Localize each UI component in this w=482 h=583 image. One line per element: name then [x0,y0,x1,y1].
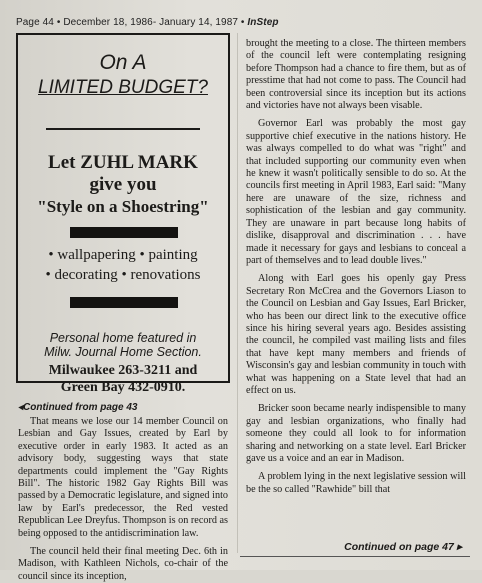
ad-phone-line-1: Milwaukee 263-3211 and [48,363,198,378]
ad-promo-line-1: Let ZUHL MARK [48,152,198,173]
ad-note-line-2: Milw. Journal Home Section. [44,345,202,359]
ad-headline-1: On A [99,51,147,74]
ad-black-bar-top [70,227,178,238]
article-paragraph: Along with Earl goes his openly gay Press Secretary Ron McCrea and the Governors Liason to the Council on Lesbian and Gay Issues, Earl Bricker, who has been our direct link to the executive office since his hiring several years ago. Besides assisting the council, he compiled vast mailing lists and files that have kept many members and friends of Wisconsin's gay and lesbian community in touch with what was happening on a State level that had an effect on us. [246,273,466,396]
ad-promo [18,152,228,218]
page-info: Page 44 • December 18, 1986- January 14, 1987 • [16,17,245,28]
arrow-left-icon: ◂ [18,402,24,413]
column-gutter [237,33,238,553]
continued-on-label: Continued on page 47 ▸ [344,541,462,553]
ad-headline-2: LIMITED BUDGET? [38,77,208,98]
continued-from-label [18,402,137,413]
article-paragraph: That means we lose our 14 member Council on Lesbian and Gay Issues, created by Earl by executive order in early 1983. It acted as an advisory body, suggesting ways that state departments could implement the "Gay Rights Bill". The historic 1982 Gay Rights Bill was passed by a Democratic legislature, and signed into law by Earl's predecessor, the Red vested Republican Lee Dreyfus. Thompson is on record as being opposed to the antidiscrimination law. [18,416,228,539]
article-right-column [246,38,466,496]
article-paragraph: brought the meeting to a close. The thirteen members of the council left were contemplating resigning before Thompson had a chance to fire them, but as of presstime that had not come to pass. The Council had been controversial since its inception but its actions and victories have not always been visable. [246,38,466,112]
bottom-rule [240,556,470,557]
ad-promo-line-2: give you [89,174,157,195]
ad-black-bar-bottom [70,297,178,308]
publication-name: InStep [247,17,279,28]
continued-from-text: Continued from page 43 [23,402,138,413]
ad-promo-line-3: "Style on a Shoestring" [37,197,209,216]
ad-divider [46,128,200,130]
article-left-column [18,416,228,583]
ad-phones [18,362,228,396]
advertisement-box [16,33,230,395]
article-paragraph: A problem lying in the next legislative session will be the so called "Rawhide" bill that [246,471,466,495]
page-header [16,17,316,28]
article-paragraph: Bricker soon became nearly indispensible to many gay and lesbian organizations, who finally had someone they could all look to for information sharing and networking on a state level. Earl Bricker gave us a voice and an ear in Madison. [246,403,466,464]
article-paragraph: Governor Earl was probably the most gay supportive chief executive in the nations history. He was always compelled to do what was "right" and that included supporting our community even when he knew it wasn't politically sensible to do so. At the councils first meeting in April 1983, Earl said: "Many here are unaware of the size, richness and sophistication of the lesbian and gay community. They are unaware in part because long habits of dislike, disapproval and discrimination . . . have made it necessary for gays and lesbians to conceal a part of themselves and to lead double lives." [246,118,466,266]
ad-phone-line-2: Green Bay 432-0910. [60,380,186,395]
article-paragraph: The council held their final meeting Dec. 6th in Madison, with Kathleen Nichols, co-chair of the council since its inception, [18,546,228,582]
ad-services-line-1: • wallpapering • painting [48,247,198,263]
ad-note-line-1: Personal home featured in [49,331,197,345]
ad-services-line-2: • decorating • renovations [45,267,201,283]
ad-services [18,245,228,285]
ad-note [18,331,228,359]
